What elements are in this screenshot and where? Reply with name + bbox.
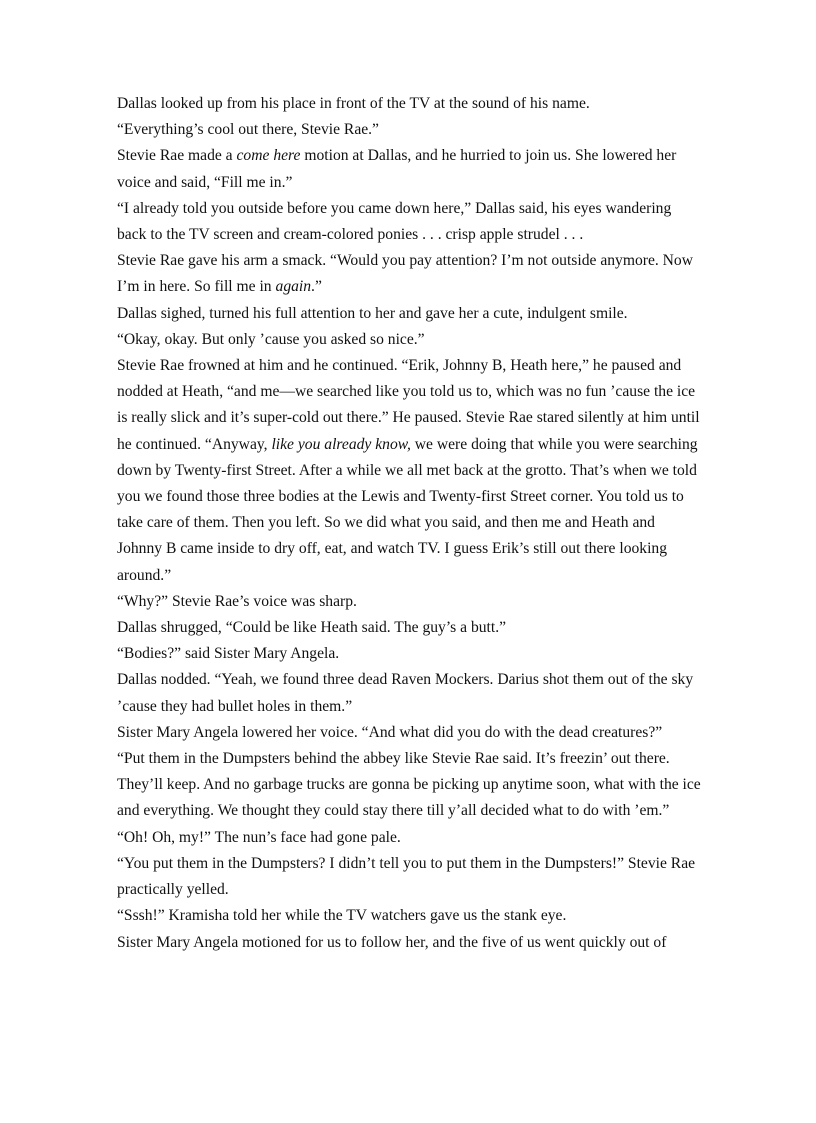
text-segment: “Okay, okay. But only ’cause you asked so nice.” (117, 330, 425, 348)
paragraph (117, 327, 703, 353)
text-segment: “Bodies?” said Sister Mary Angela. (117, 645, 340, 663)
italic-text: again (275, 278, 312, 296)
paragraph (117, 667, 703, 719)
paragraph (117, 91, 703, 117)
text-segment: Stevie Rae made a (117, 147, 237, 165)
text-segment: Sister Mary Angela lowered her voice. “And what did you do with the dead creatures?” (117, 723, 663, 741)
text-segment: Dallas shrugged, “Could be like Heath said. The guy’s a butt.” (117, 619, 507, 637)
text-segment: “Sssh!” Kramisha told her while the TV watchers gave us the stank eye. (117, 907, 567, 925)
text-segment: .” (311, 278, 322, 296)
paragraph (117, 746, 703, 825)
paragraph (117, 301, 703, 327)
text-segment: “I already told you outside before you came down here,” Dallas said, his eyes wandering back to the TV screen and cream-colored ponies . . . crisp apple strudel . . . (117, 199, 672, 244)
italic-text: like you already know, (271, 435, 411, 453)
paragraph (117, 903, 703, 929)
text-segment: we were doing that while you were searching down by Twenty-first Street. After a while we all met back at the grotto. That’s when we told you we found those three bodies at the Lewis and Twenty-first Street corner. You told us to take care of them. Then you left. So we did what you said, and then me and Heath and Johnny B came inside to dry off, eat, and watch TV. I guess Erik’s still out there looking around.” (117, 435, 698, 584)
paragraph (117, 353, 703, 589)
text-segment: Stevie Rae gave his arm a smack. “Would you pay attention? I’m not outside anymore. Now I’m in here. So fill me in (117, 252, 693, 296)
paragraph (117, 143, 703, 195)
document-page (117, 91, 703, 956)
text-segment: Sister Mary Angela motioned for us to follow her, and the five of us went quickly out of (117, 933, 667, 951)
paragraph (117, 641, 703, 667)
paragraph (117, 196, 703, 248)
text-segment: “Why?” Stevie Rae’s voice was sharp. (117, 592, 357, 610)
text-segment: Dallas sighed, turned his full attention to her and gave her a cute, indulgent smile. (117, 304, 628, 322)
paragraph (117, 720, 703, 746)
text-segment: “Everything’s cool out there, Stevie Rae.” (117, 121, 379, 139)
paragraph (117, 117, 703, 143)
paragraph (117, 248, 703, 300)
text-segment: “Oh! Oh, my!” The nun’s face had gone pale. (117, 828, 401, 846)
italic-text: come here (236, 147, 301, 165)
text-segment: Dallas looked up from his place in front of the TV at the sound of his name. (117, 95, 590, 112)
paragraph (117, 930, 703, 956)
text-segment: Stevie Rae frowned at him and he continued. “Erik, Johnny B, Heath here,” he paused and nodded at Heath, “and me—we searched like you told us to, which was no fun ’cause the ice is really slick and it’s super-cold out there.” He paused. Stevie Rae stared silently at him until he continued. “Anyway, (117, 357, 700, 453)
paragraph (117, 825, 703, 851)
text-segment: motion at Dallas, and he hurried to join us. She lowered her voice and said, “Fill me in.” (117, 147, 677, 191)
paragraph (117, 589, 703, 615)
paragraph (117, 615, 703, 641)
paragraph (117, 851, 703, 903)
text-segment: Dallas nodded. “Yeah, we found three dead Raven Mockers. Darius shot them out of the sky ’cause they had bullet holes in them.” (117, 671, 694, 715)
text-segment: “Put them in the Dumpsters behind the abbey like Stevie Rae said. It’s freezin’ out there. They’ll keep. And no garbage trucks are gonna be picking up anytime soon, what with the ice and everything. We thought they could stay there till y’all decided what to do with ’em.” (117, 750, 701, 820)
text-segment: “You put them in the Dumpsters? I didn’t tell you to put them in the Dumpsters!” Stevie Rae practically yelled. (117, 854, 696, 899)
